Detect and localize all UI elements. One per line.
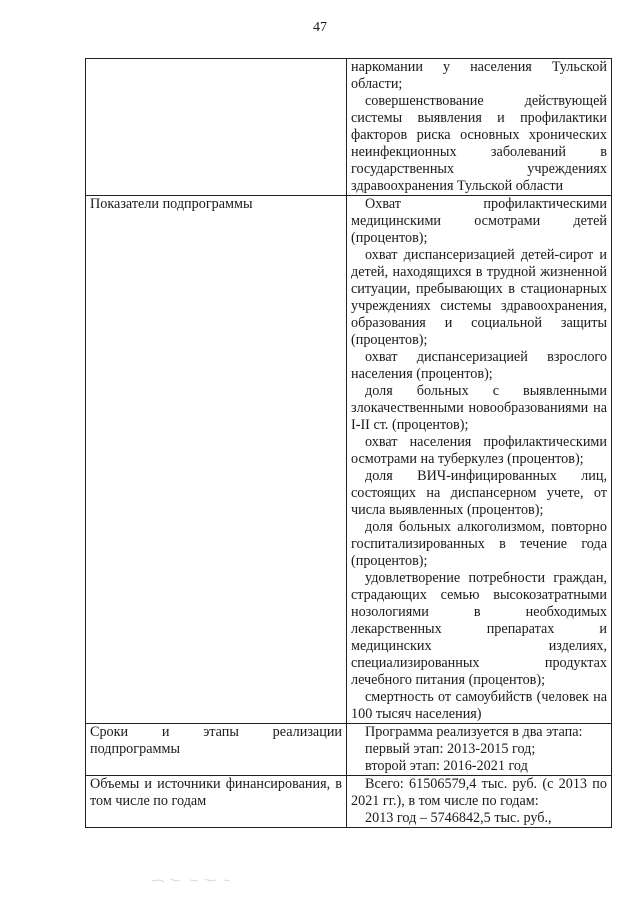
content-paragraph: смертность от самоубийств (человек на 100 тысяч населения) [351,689,607,722]
row-label: Показатели подпрограммы [90,196,253,212]
table-row [86,724,612,776]
content-paragraph: 2013 год – 5746842,5 тыс. руб., [365,810,552,826]
content-paragraph: доля ВИЧ-инфицированных лиц, состоящих на диспансерном учете, от числа выявленных (процентов); [351,468,607,518]
content-paragraph: охват населения профилактическими осмотрами на туберкулез (процентов); [351,434,607,467]
table-row [86,776,612,828]
row-content-cell [347,776,612,828]
row-label: Сроки и этапы реализации подпрограммы [90,724,342,757]
table-row [86,59,612,196]
row-label: Объемы и источники финансирования, в том числе по годам [90,776,342,809]
row-label-cell [86,776,347,828]
content-paragraph: охват диспансеризацией детей-сирот и детей, находящихся в трудной жизненной ситуации, пребывающих в стационарных учреждениях системы здравоохранения, образования и социальной защиты (процентов); [351,247,607,348]
content-paragraph: охват диспансеризацией взрослого населения (процентов); [351,349,607,382]
content-paragraph: второй этап: 2016-2021 год [365,758,528,774]
content-paragraph: доля больных с выявленными злокачественными новообразованиями на I-II ст. (процентов); [351,383,607,433]
row-label-cell [86,196,347,724]
table-row [86,196,612,724]
content-paragraph: Охват профилактическими медицинскими осмотрами детей (процентов); [351,196,607,246]
content-paragraph: Всего: 61506579,4 тыс. руб. (с 2013 по 2021 гг.), в том числе по годам: [351,776,607,809]
page-number: 47 [313,20,327,35]
scan-noise-mark [150,875,240,885]
content-paragraph: доля больных алкоголизмом, повторно госпитализированных в течение года (процентов); [351,519,607,569]
content-paragraph: наркомании у населения Тульской области; [351,59,607,92]
content-paragraph: Программа реализуется в два этапа: [365,724,583,740]
row-label-cell [86,724,347,776]
passport-table [85,58,612,828]
content-paragraph: совершенствование действующей системы выявления и профилактики факторов риска основных хронических неинфекционных заболеваний в государственных учреждениях здравоохранения Тульской области [351,93,607,194]
row-content-cell [347,59,612,196]
row-content-cell [347,196,612,724]
content-paragraph: удовлетворение потребности граждан, страдающих семью высокозатратными нозологиями в необходимых лекарственных препаратах и медицинских изделиях, специализированных продуктах лечебного питания (процентов); [351,570,607,688]
row-label-cell [86,59,347,196]
row-content-cell [347,724,612,776]
content-paragraph: первый этап: 2013-2015 год; [365,741,536,757]
